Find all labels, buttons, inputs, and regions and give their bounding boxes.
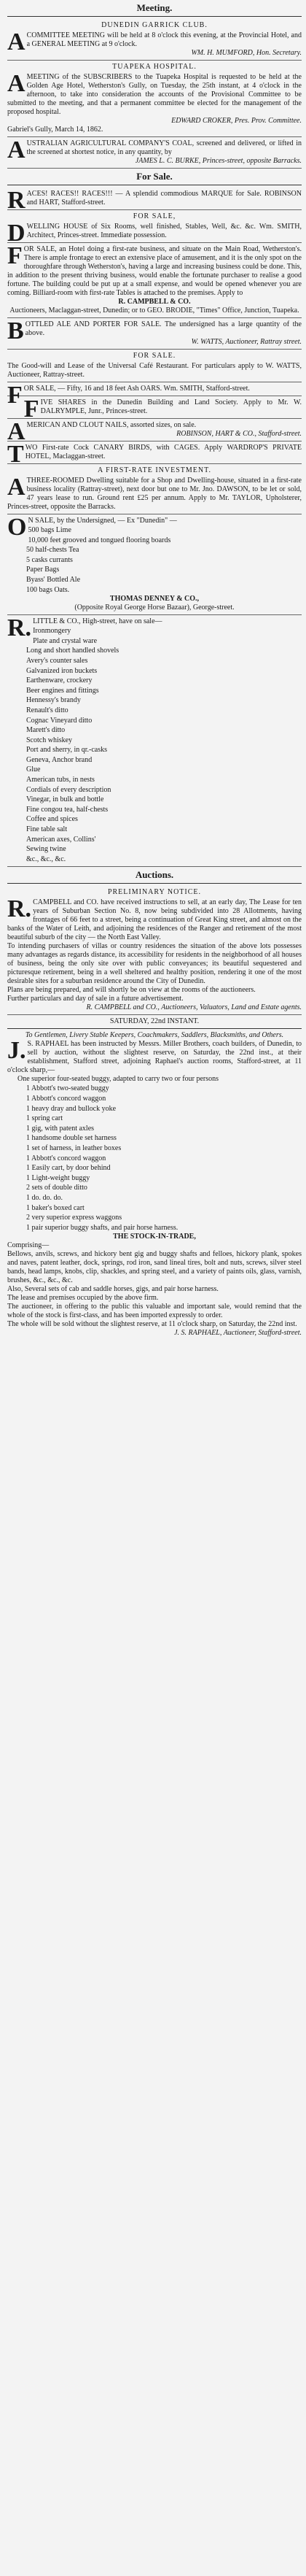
- ad-bottled-ale: [7, 318, 302, 350]
- list-item: 1 Light-weight buggy: [26, 1173, 90, 1182]
- ad-audience: To Gentlemen, Livery Stable Keepers, Coachmakers, Saddlers, Blacksmiths, and Others.: [25, 1031, 284, 1040]
- list-item: 1 gig, with patent axles: [26, 1124, 95, 1133]
- ad-agents-detail: Auctioneers, Maclaggan-street, Dunedin; or to GEO. BRODIE, "Times" Office, Junction, Tuapeka.: [9, 306, 299, 315]
- list-item: Byass' Bottled Ale: [26, 575, 81, 584]
- ad-signature: EDWARD CROKER, Pres. Prov. Committee.: [171, 117, 302, 125]
- list-item: Marett's ditto: [26, 726, 66, 735]
- item-list: [7, 525, 302, 595]
- list-item: 10,000 feet grooved and tongued flooring boards: [28, 536, 171, 544]
- auctions-section: [7, 868, 302, 1340]
- ad-body: ON SALE, by the Undersigned, — Ex "Dunedin" —: [7, 514, 177, 541]
- ad-ash-oars: [7, 382, 302, 409]
- list-item: 1 baker's boxed cart: [26, 1203, 85, 1212]
- list-item: Avery's counter sales: [26, 656, 88, 665]
- ad-title: A FIRST-RATE INVESTMENT.: [98, 466, 211, 474]
- sale-section: [7, 170, 302, 867]
- list-item: Ironmongery: [33, 627, 71, 636]
- ad-tuapeka-hospital: [7, 61, 302, 137]
- ad-body: The lease and premises occupied by the above firm.: [7, 1294, 159, 1303]
- list-item: 1 Abbott's concord waggon: [26, 1154, 106, 1162]
- list-item: Port and sherry, in qr.-casks: [26, 746, 107, 755]
- list-item: Vinegar, in bulk and bottle: [26, 795, 104, 804]
- ad-merchant: THOMAS DENNEY & CO.,: [109, 595, 200, 603]
- ad-title: PRELIMINARY NOTICE.: [107, 888, 202, 897]
- ad-date: SATURDAY, 22nd INSTANT.: [109, 1017, 200, 1026]
- list-item: 1 Abbott's two-seated buggy: [26, 1084, 109, 1093]
- item-list: [7, 1084, 302, 1233]
- list-item: &c., &c., &c.: [26, 855, 66, 863]
- auctions-heading: Auctions.: [135, 869, 174, 881]
- list-item: Galvanized iron buckets: [26, 666, 98, 675]
- divider: [7, 883, 302, 884]
- ad-body: FOR SALE, an Hotel doing a first-rate business, and situate on the Main Road, Wetherston's. There is ample frontage to erect an extensive place of amusement, and it is the only spot on the thoroughfare through Wetherston's, having a large and increasing business could be done. This, in addition to the present thriving business, would enable the fortunate purchaser to realise a good fortune. The building could be put up at a small expense, and would be opened whenever you are coming. Billiard-room with first-rate Tables is attached to the premises. Apply to: [7, 242, 302, 297]
- list-item: Fine congou tea, half-chests: [26, 805, 109, 814]
- list-item: Renault's ditto: [26, 706, 68, 714]
- ad-garrick-club: [7, 19, 302, 61]
- list-item: 1 Abbott's concord waggon: [26, 1095, 106, 1103]
- ad-dwelling-house: [7, 210, 302, 247]
- list-item: 1 handsome double set harness: [26, 1134, 117, 1143]
- list-item: 1 Easily cart, by door behind: [26, 1164, 111, 1173]
- ad-body: The auctioneer, in offering to the public this valuable and important sale, would remind that the whole of the stock is first-class, and has been imported expressly to order.: [7, 1303, 302, 1320]
- ad-races-marque: [7, 187, 302, 214]
- list-item: Long and short handled shovels: [26, 647, 119, 655]
- meeting-heading: Meeting.: [136, 2, 173, 13]
- ad-building-shares: [7, 396, 302, 423]
- list-item: Hennessy's brandy: [26, 696, 81, 705]
- ad-signature: JAMES L. C. BURKE, Princes-street, opposite Barracks.: [135, 157, 302, 165]
- ad-body: AMEETING of the SUBSCRIBERS to the Tuapeka Hospital is requested to be held at the Golden Age Hotel, Wetherston's Gully, on Tuesday, the 25th instant, at 4 o'clock in the afternoon, to take into consideration the accounts of the Provisional Committee to be submitted to the meeting, and that a permanent committee be elected for the management of the proposed hospital.: [7, 70, 302, 116]
- list-item: Coffee and spices: [26, 815, 78, 824]
- list-item: Cordials of every description: [26, 785, 111, 794]
- ad-signature: W. WATTS, Auctioneer, Rattray street.: [191, 338, 302, 346]
- list-item: Geneva, Anchor brand: [26, 755, 93, 764]
- ad-hotel-sale: [7, 243, 302, 318]
- list-item: Paper Bags: [26, 566, 60, 574]
- ad-goodwill-cafe: [7, 350, 302, 382]
- ad-preliminary-notice: [7, 886, 302, 1015]
- divider: [7, 16, 302, 17]
- list-item: Beer engines and fittings: [26, 686, 99, 695]
- list-item: 1 set of harness, in leather boxes: [26, 1144, 122, 1152]
- ad-body: BOTTLED ALE AND PORTER FOR SALE. The undersigned has a large quantity of the above.: [7, 317, 302, 344]
- list-item: Glue: [26, 766, 41, 774]
- ad-body: To intending purchasers of villas or country residences the situation of the above lots possesses many advantages as regards distance, its accessibility for residents in the neighborhood of all houses of business, being the only site over with public conveyances; its beautiful sequestered and picturesque retirement, being in a well sheltered and healthy position, rendering it one of the most desirable sites for a suburban residence around the City of Dunedin.: [7, 942, 302, 986]
- ad-body: AMERICAN AND CLOUT NAILS, assorted sizes, on sale.: [7, 418, 197, 445]
- list-item: Sewing twine: [26, 845, 66, 854]
- list-item: 2 very superior express waggons: [26, 1214, 122, 1222]
- ad-body: J.S. RAPHAEL has been instructed by Messrs. Miller Brothers, coach builders, of Dunedin, to sell by auction, without the slightest reserve, on Saturday, the 22nd inst., at their establishment, Stafford street, adjoining Raphael's auction rooms, Stafford-street, at 11 o'clock sharp,—: [7, 1037, 302, 1075]
- ad-body: Further particulars and day of sale in a future advertisement.: [7, 995, 184, 1003]
- ad-denney-sale: [7, 514, 302, 615]
- ad-body: R.LITTLE & CO., High-street, have on sale—: [7, 614, 162, 642]
- ad-agricultural-coal: [7, 137, 302, 169]
- meeting-section: [7, 1, 302, 169]
- ad-body: The whole will be sold without the slightest reserve, at 11 o'clock sharp, on Saturday, the 22nd inst.: [7, 1320, 297, 1329]
- ad-little-co: [7, 615, 302, 867]
- list-item: 1 do. do. do.: [26, 1193, 63, 1202]
- ad-body: The Good-will and Lease of the Universal Café Restaurant. For particulars apply to W. WATTS, Auctioneer, Rattray-street.: [7, 362, 302, 379]
- list-item: 1 heavy dray and bullock yoke: [26, 1104, 117, 1113]
- ad-body: ATHREE-ROOMED Dwelling suitable for a Shop and Dwelling-house, situated in a first-rate business locality (Rattray-street), next door but one to Mr. Jno. DAWSON, to be let or sold, 47 years lease to run. Ground rent £25 per annum. Apply to Mr. TAYLOR, Upholsterer, Princes-street, opposite the Barracks.: [7, 474, 302, 511]
- list-item: 5 casks currants: [26, 555, 73, 564]
- ad-title: FOR SALE.: [133, 352, 176, 360]
- classified-column: [0, 1, 306, 1340]
- list-item: 1 pair superior buggy shafts, and pair horse harness.: [26, 1223, 178, 1232]
- item-list: [7, 626, 302, 864]
- list-item: Fine table salt: [26, 825, 68, 834]
- stock-heading: THE STOCK-IN-TRADE,: [113, 1233, 196, 1241]
- ad-body: DWELLING HOUSE of Six Rooms, well finished, Stables, Well, &c. &c. Wm. SMITH, Architect, Princes-street. Immediate possession.: [7, 220, 302, 247]
- list-item: 500 bags Lime: [28, 526, 71, 534]
- list-item: 50 half-chests Tea: [26, 546, 79, 555]
- ad-intro: One superior four-seated buggy, adapted to carry two or four persons: [17, 1075, 219, 1084]
- ad-title: FOR SALE,: [133, 212, 176, 220]
- comprising-lead: Comprising—: [7, 1241, 50, 1250]
- list-item: American tubs, in nests: [26, 776, 95, 784]
- list-item: 1 spring cart: [26, 1114, 63, 1123]
- ad-signature: J. S. RAPHAEL, Auctioneer, Stafford-street.: [174, 1329, 302, 1338]
- sale-heading: For Sale.: [136, 171, 173, 182]
- ad-body: AUSTRALIAN AGRICULTURAL COMPANY'S COAL, screened and delivered, or lifted in the screened at shortest notice, in any quantity, by: [7, 136, 302, 163]
- ad-dateline: Gabriel's Gully, March 14, 1862.: [7, 126, 103, 134]
- ad-body: ACOMMITTEE MEETING will be held at 8 o'clock this evening, at the Provincial Hotel, and a GENERAL MEETING at 9 o'clock.: [7, 28, 302, 55]
- list-item: 100 bags Oats.: [26, 585, 70, 594]
- ad-body: Bellows, anvils, screws, and hickory bent gig and buggy shafts and felloes, hickory plank, spokes and naves, patent leather, dock, springs, rod iron, sand lineal tires, bolt and nuts, screws, silver steel bands, head lamps, knobs, clip, shackles, and spring steel, and a variety of paints oils, glass, varnish, brushes, &c., &c., &c.: [7, 1250, 302, 1285]
- ad-title: DUNEDIN GARRICK CLUB.: [101, 21, 208, 29]
- list-item: Cognac Vineyard ditto: [26, 716, 93, 725]
- ad-body: Also, Several sets of cab and saddle horses, gigs, and pair horse harness.: [7, 1285, 219, 1294]
- ad-body: Plans are being prepared, and will shortly be on view at the rooms of the auctioneers.: [7, 986, 256, 995]
- divider: [7, 1028, 302, 1029]
- ad-raphael-auction: [7, 1015, 302, 1340]
- ad-agents: R. CAMPBELL & CO.: [118, 298, 191, 306]
- ad-signature: WM. H. MUMFORD, Hon. Secretary.: [191, 49, 302, 57]
- list-item: Scotch whiskey: [26, 736, 73, 744]
- ad-body: RACES! RACES!! RACES!!! — A splendid commodious MARQUE for Sale. ROBINSON and HART, Stafford-street.: [7, 187, 302, 214]
- list-item: American axes, Collins': [26, 835, 96, 844]
- ad-signature: R. CAMPBELL and CO., Auctioneers, Valuators, Land and Estate agents.: [86, 1003, 302, 1012]
- ad-canary-birds: [7, 441, 302, 468]
- ad-title: TUAPEKA HOSPITAL.: [112, 63, 197, 71]
- ad-body: R.CAMPBELL and CO. have received instructions to sell, at an early day, The Lease for ten years of Suburban Section No. 8, now being subdivided into 28 Allotments, having frontages of 66 feet to a street, being a continuation of Great King street, and almost on the banks of the Water of Leith, and adjoining the residences of the Ranger and retirement of the most beautiful suburb of the city — the North East Valley.: [7, 895, 302, 942]
- list-item: 2 sets of double ditto: [26, 1184, 87, 1192]
- ad-address: (Opposite Royal George Horse Bazaar), George-street.: [74, 603, 235, 612]
- ad-investment: [7, 464, 302, 514]
- list-item: Earthenware, crockery: [26, 676, 93, 685]
- ad-clout-nails: [7, 418, 302, 445]
- list-item: Plate and crystal ware: [33, 636, 98, 645]
- ad-body: FOR SALE, — Fifty, 16 and 18 feet Ash OARS. Wm. SMITH, Stafford-street.: [7, 382, 250, 409]
- ad-body: FIVE SHARES in the Dunedin Building and Land Society. Apply to Mr. W. DALRYMPLE, Junr., Princes-street.: [23, 396, 302, 423]
- ad-body: TWO First-rate Cock CANARY BIRDS, with CAGES. Apply WARDROP'S PRIVATE HOTEL, Maclaggan-street.: [7, 441, 302, 468]
- ad-signature: ROBINSON, HART & CO., Stafford-street.: [176, 430, 302, 438]
